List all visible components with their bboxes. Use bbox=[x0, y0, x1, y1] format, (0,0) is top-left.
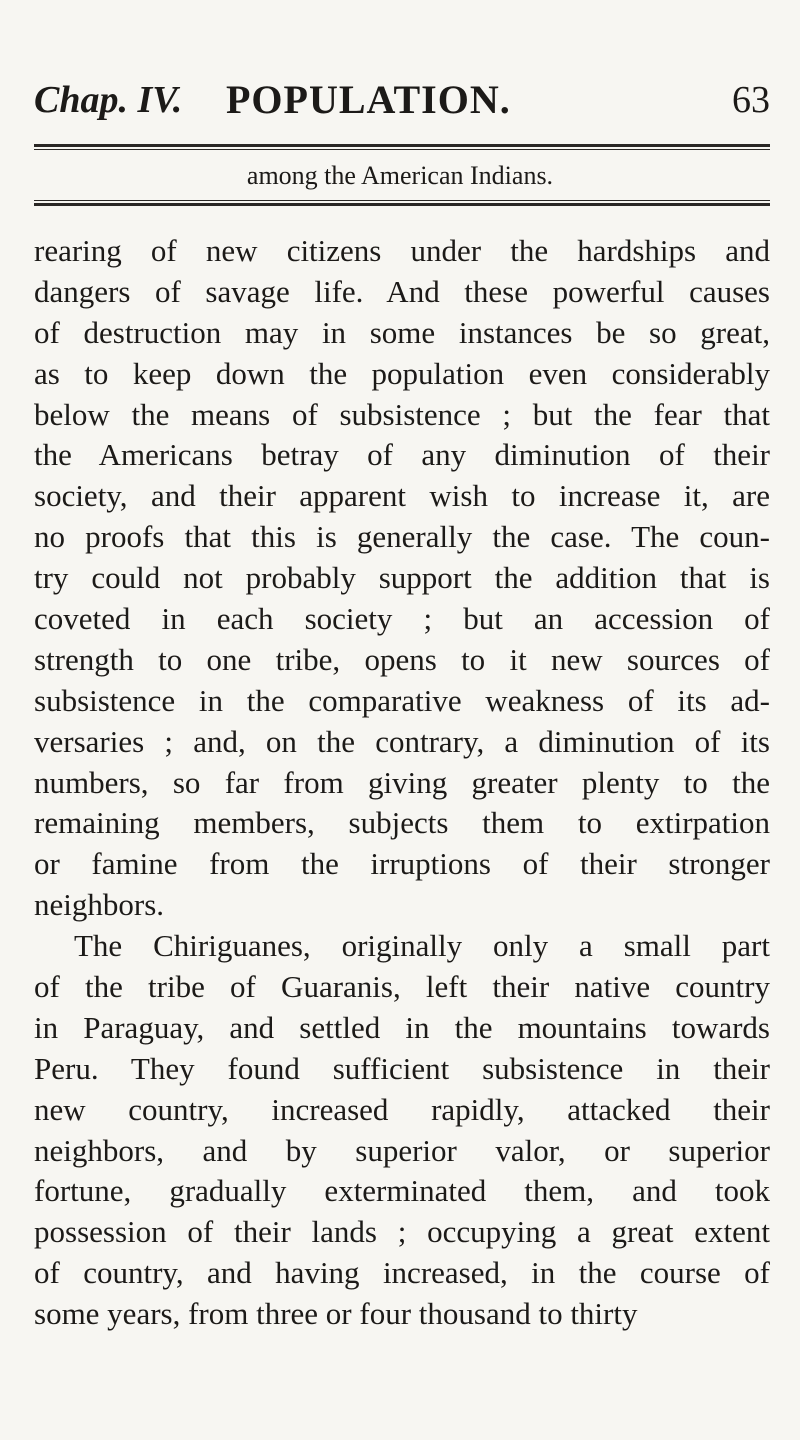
text-line: strength to one tribe, opens to it new sources of bbox=[34, 641, 770, 677]
running-head bbox=[34, 77, 770, 136]
paragraph bbox=[34, 926, 770, 1335]
text-line: fortune, gradually exterminated them, and took bbox=[34, 1173, 770, 1209]
page-number: 63 bbox=[732, 79, 770, 121]
paragraph bbox=[34, 231, 770, 926]
text-line: of the tribe of Guaranis, left their native country bbox=[34, 969, 770, 1005]
chapter-label: Chap. IV. bbox=[34, 79, 183, 121]
text-line: or famine from the irruptions of their stronger bbox=[34, 846, 770, 882]
text-line: dangers of savage life. And these powerful causes bbox=[34, 273, 770, 309]
text-line: rearing of new citizens under the hardships and bbox=[34, 233, 770, 268]
text-line: in Paraguay, and settled in the mountains towards bbox=[34, 1009, 770, 1045]
text-line: some years, from three or four thousand to thirty bbox=[34, 1296, 638, 1332]
header-rule-thick bbox=[34, 144, 770, 147]
text-line: try could not probably support the addition that is bbox=[34, 560, 770, 596]
body-text bbox=[34, 231, 770, 1335]
text-line: versaries ; and, on the contrary, a diminution of its bbox=[34, 723, 770, 759]
section-caption: among the American Indians. bbox=[246, 161, 554, 190]
text-line: Peru. They found sufficient subsistence in their bbox=[34, 1050, 770, 1086]
caption-rule-thick bbox=[34, 203, 770, 206]
text-line: numbers, so far from giving greater plenty to the bbox=[34, 764, 770, 800]
text-line: as to keep down the population even considerably bbox=[34, 355, 770, 391]
header-rule-thin bbox=[34, 149, 770, 150]
text-line: below the means of subsistence ; but the fear that bbox=[34, 396, 770, 432]
text-line: subsistence in the comparative weakness of its ad- bbox=[34, 682, 770, 718]
text-line: coveted in each society ; but an accession of bbox=[34, 601, 770, 637]
text-line: neighbors. bbox=[34, 887, 165, 923]
caption-rule-thin bbox=[34, 200, 770, 201]
running-title: POPULATION. bbox=[226, 77, 511, 122]
text-line: the Americans betray of any diminution of their bbox=[34, 437, 770, 473]
text-line: The Chiriguanes, originally only a small part bbox=[74, 928, 770, 964]
text-line: new country, increased rapidly, attacked their bbox=[34, 1091, 770, 1127]
text-line: remaining members, subjects them to extirpation bbox=[34, 805, 770, 841]
text-line: possession of their lands ; occupying a great extent bbox=[34, 1214, 770, 1250]
text-line: no proofs that this is generally the case. The coun- bbox=[34, 519, 770, 555]
text-line: of destruction may in some instances be so great, bbox=[34, 314, 770, 350]
text-line: neighbors, and by superior valor, or superior bbox=[34, 1132, 770, 1168]
text-line: of country, and having increased, in the course of bbox=[34, 1255, 770, 1291]
text-line: society, and their apparent wish to increase it, are bbox=[34, 478, 770, 514]
